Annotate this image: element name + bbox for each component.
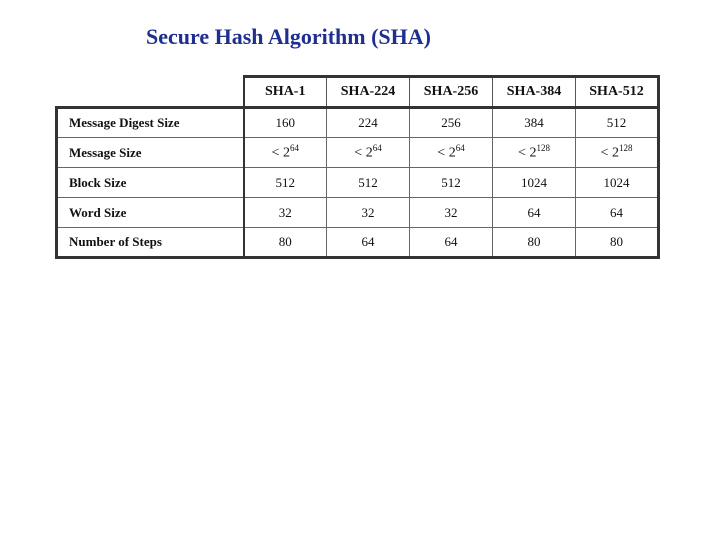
table-cell — [493, 138, 576, 168]
row-header-word-size: Word Size — [57, 198, 244, 228]
cell-exponent: 64 — [455, 143, 465, 154]
table-cell: 64 — [327, 228, 410, 258]
table-cell: 512 — [244, 168, 327, 198]
cell-prefix: < 2 — [518, 145, 537, 161]
column-header-sha-256: SHA-256 — [410, 77, 493, 108]
table-cell: 1024 — [493, 168, 576, 198]
table-cell: 1024 — [576, 168, 659, 198]
table-row — [57, 228, 659, 258]
table-cell: 32 — [244, 198, 327, 228]
row-header-message-digest-size: Message Digest Size — [57, 108, 244, 138]
table-cell: 512 — [576, 108, 659, 138]
cell-exponent: 64 — [372, 143, 382, 154]
cell-exponent: 64 — [289, 143, 299, 154]
table-cell: 64 — [410, 228, 493, 258]
table-cell: 32 — [410, 198, 493, 228]
column-header-sha-1: SHA-1 — [244, 77, 327, 108]
table-cell — [576, 138, 659, 168]
column-header-sha-512: SHA-512 — [576, 77, 659, 108]
table-cell: 80 — [244, 228, 327, 258]
table-cell — [244, 138, 327, 168]
table-cell: 512 — [410, 168, 493, 198]
table-cell: 160 — [244, 108, 327, 138]
table-cell — [410, 138, 493, 168]
cell-prefix: < 2 — [437, 145, 456, 161]
table-row — [57, 108, 659, 138]
row-header-number-of-steps: Number of Steps — [57, 228, 244, 258]
table-cell: 256 — [410, 108, 493, 138]
cell-prefix: < 2 — [600, 145, 619, 161]
table-cell — [327, 138, 410, 168]
cell-prefix: < 2 — [354, 145, 373, 161]
row-header-message-size: Message Size — [57, 138, 244, 168]
column-header-sha-224: SHA-224 — [327, 77, 410, 108]
table-cell: 80 — [576, 228, 659, 258]
table-cell: 32 — [327, 198, 410, 228]
table-header-row — [57, 77, 659, 108]
table-cell: 80 — [493, 228, 576, 258]
table-cell: 64 — [493, 198, 576, 228]
row-header-block-size: Block Size — [57, 168, 244, 198]
table-cell: 384 — [493, 108, 576, 138]
slide-title: Secure Hash Algorithm (SHA) — [146, 24, 431, 49]
table-row — [57, 168, 659, 198]
table-corner-cell — [57, 77, 244, 108]
column-header-sha-384: SHA-384 — [493, 77, 576, 108]
cell-prefix: < 2 — [271, 145, 290, 161]
table-row — [57, 138, 659, 168]
sha-comparison-table — [55, 75, 660, 259]
table-cell: 64 — [576, 198, 659, 228]
cell-exponent: 128 — [618, 143, 633, 154]
table-row — [57, 198, 659, 228]
table-cell: 224 — [327, 108, 410, 138]
table-cell: 512 — [327, 168, 410, 198]
cell-exponent: 128 — [536, 143, 550, 154]
